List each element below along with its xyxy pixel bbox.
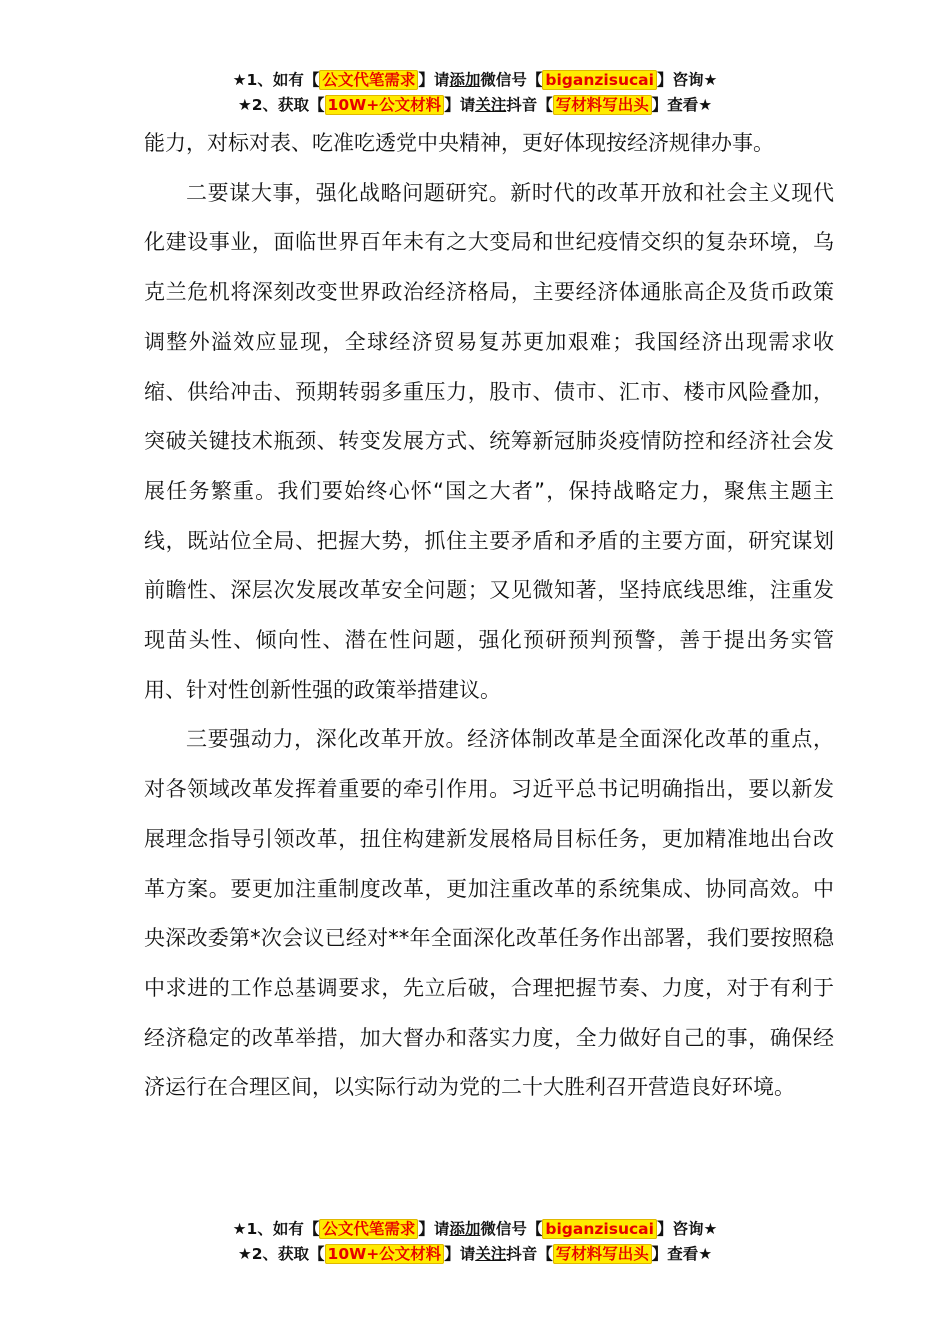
banner-text: ★1、如有【 bbox=[232, 1220, 320, 1238]
wechat-id-label: biganzisucai bbox=[542, 1219, 657, 1239]
banner-text: 】请 bbox=[418, 71, 450, 89]
highlight-label: 公文代笔需求 bbox=[319, 70, 418, 90]
banner-text: 抖音【 bbox=[506, 96, 553, 114]
highlight-label: 10W+公文材料 bbox=[325, 1244, 445, 1264]
banner-underlined-text: 关注 bbox=[475, 1245, 507, 1263]
banner-text: 】请 bbox=[444, 1245, 476, 1263]
banner-text: 】请 bbox=[444, 96, 476, 114]
banner-text: 】查看★ bbox=[651, 96, 713, 114]
banner-line-2 bbox=[0, 1242, 950, 1267]
banner-line-1 bbox=[0, 68, 950, 93]
paragraph-strategy: 二要谋大事，强化战略问题研究。新时代的改革开放和社会主义现代化建设事业，面临世界百年未有之大变局和世纪疫情交织的复杂环境，乌克兰危机将深刻改变世界政治经济格局，主要经济体通胀高企及货币政策调整外溢效应显现，全球经济贸易复苏更加艰难；我国经济出现需求收缩、供给冲击、预期转弱多重压力，股市、债市、汇市、楼市风险叠加，突破关键技术瓶颈、转变发展方式、统筹新冠肺炎疫情防控和经济社会发展任务繁重。我们要始终心怀“国之大者”，保持战略定力，聚焦主题主线，既站位全局、把握大势，抓住主要矛盾和矛盾的主要方面，研究谋划前瞻性、深层次发展改革安全问题；又见微知著，坚持底线思维，注重发现苗头性、倾向性、潜在性问题，强化预研预判预警，善于提出务实管用、针对性创新性强的政策举措建议。 bbox=[144, 180, 834, 702]
banner-text: 】查看★ bbox=[651, 1245, 713, 1263]
banner-text: 】咨询★ bbox=[656, 71, 718, 89]
header-banner bbox=[0, 68, 950, 118]
paragraph-reform: 三要强动力，深化改革开放。经济体制改革是全面深化改革的重点，对各领域改革发挥着重要的牵引作用。习近平总书记明确指出，要以新发展理念指导引领改革，扭住构建新发展格局目标任务，更加精准地出台改革方案。要更加注重制度改革，更加注重改革的系统集成、协同高效。中央深改委第*次会议已经对**年全面深化改革任务作出部署，我们要按照稳中求进的工作总基调要求，先立后破，合理把握节奏、力度，对于有利于经济稳定的改革举措，加大督办和落实力度，全力做好自己的事，确保经济运行在合理区间，以实际行动为党的二十大胜利召开营造良好环境。 bbox=[144, 727, 834, 1100]
paragraph-continuation: 能力，对标对表、吃准吃透党中央精神，更好体现按经济规律办事。 bbox=[144, 131, 774, 155]
highlight-label: 公文代笔需求 bbox=[319, 1219, 418, 1239]
banner-underlined-text: 添加 bbox=[449, 71, 481, 89]
banner-underlined-text: 添加 bbox=[449, 1220, 481, 1238]
douyin-account-label: 写材料写出头 bbox=[553, 95, 652, 115]
banner-text: 微信号【 bbox=[480, 1220, 543, 1238]
banner-text: ★2、获取【 bbox=[237, 96, 325, 114]
douyin-account-label: 写材料写出头 bbox=[553, 1244, 652, 1264]
wechat-id-label: biganzisucai bbox=[542, 70, 657, 90]
banner-text: 】咨询★ bbox=[656, 1220, 718, 1238]
banner-text: ★2、获取【 bbox=[237, 1245, 325, 1263]
document-body bbox=[144, 119, 834, 1113]
banner-text: ★1、如有【 bbox=[232, 71, 320, 89]
banner-text: 微信号【 bbox=[480, 71, 543, 89]
banner-text: 】请 bbox=[418, 1220, 450, 1238]
banner-line-1 bbox=[0, 1217, 950, 1242]
banner-line-2 bbox=[0, 93, 950, 118]
highlight-label: 10W+公文材料 bbox=[325, 95, 445, 115]
banner-underlined-text: 关注 bbox=[475, 96, 507, 114]
footer-banner bbox=[0, 1217, 950, 1267]
banner-text: 抖音【 bbox=[506, 1245, 553, 1263]
